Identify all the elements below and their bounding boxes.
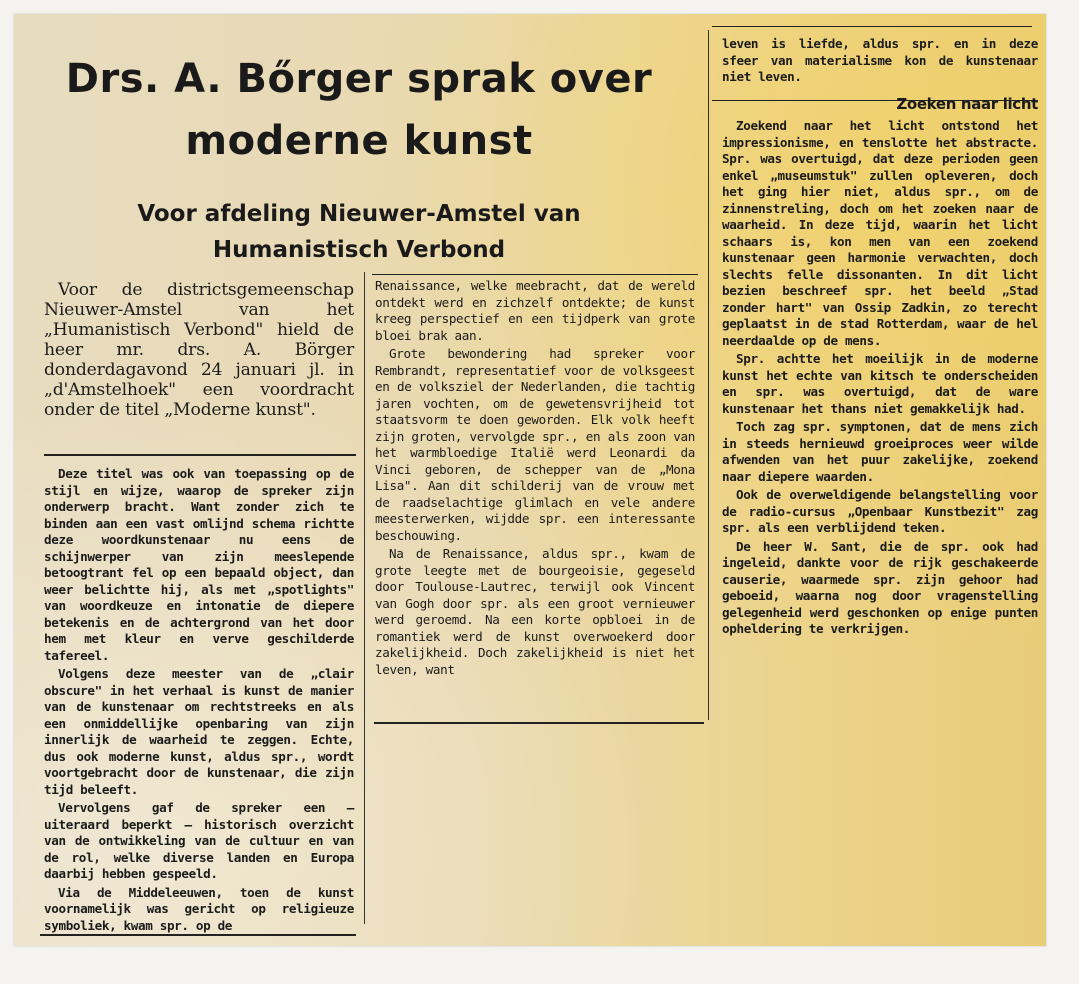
paragraph: Via de Middeleeuwen, toen de kunst voornamelijk was gericht op religieuze symboliek, kwam spr. op de	[44, 884, 354, 933]
paragraph: leven is liefde, aldus spr. en in deze sfeer van materialisme kon de kunstenaar niet leven.	[722, 36, 1038, 84]
column3-top-rule	[712, 26, 1032, 27]
lead-divider	[44, 454, 356, 456]
article-headline	[24, 48, 694, 172]
article-column-3	[722, 36, 1038, 640]
subhead-line-2: Humanistisch Verbond	[212, 237, 506, 263]
article-subheadline	[24, 196, 694, 268]
paragraph: Zoekend naar het licht ontstond het impressionisme, en tenslotte het abstracte. Spr. was overtuigd, dat deze perioden geen enkel „museumstuk" zullen opleveren, doch het ging hier niet, aldus spr., om de zinnenstreling, doch om het zoeken naar de waarheid. In deze tijd, waarin het licht schaars is, kon men van een zoekend kunstenaar geen harmonie verwachten, doch slechts felle dissonanten. In dit licht bezien beschreef spr. het beeld „Stad zonder hart" van Ossip Zadkin, zo terecht geplaatst in de stad Rotterdam, waar de hel neerdaalde op de mens.	[722, 118, 1038, 348]
paragraph: Grote bewondering had spreker voor Rembrandt, representatief voor de volksgeest en de volksziel der Nederlanden, die tachtig jaren vochten, om de gewetensvrijheid tot staatsvorm te doen geworden. Elk volk heeft zijn groten, vervolgde spr., en als zoon van het warmbloedige Italië werd Leonardi da Vinci geboren, de schepper van de „Mona Lisa". Aan dit schilderij van de vrouw met de raadselachtige glimlach en vele andere meesterwerken, wijdde spr. een interessante beschouwing.	[375, 346, 695, 543]
paragraph: Deze titel was ook van toepassing op de stijl en wijze, waarop de spreker zijn onderwerp bracht. Want zonder zich te binden aan een vast omlijnd schema richtte deze woordkunstenaar nu eens de schijnwerper van zijn meeslepende betoogtrant fel op een bepaald object, dan weer belichtte hij, als met „spotlights" van woordkeuze en intonatie de diepere betekenis en de achtergrond van het door hem met kleur en verve geschilderde tafereel.	[44, 466, 354, 663]
paragraph: De heer W. Sant, die de spr. ook had ingeleid, dankte voor de rijk geschakeerde causerie, waarmede spr. zijn gehoor had geboeid, waarna nog door vragenstelling gelegenheid werd geschonken op enige punten opheldering te verkrijgen.	[722, 538, 1038, 636]
paragraph: Ook de overweldigende belangstelling voor de radio-cursus „Openbaar Kunstbezit" zag spr. als een verblijdend teken.	[722, 487, 1038, 535]
column-top-rule	[372, 274, 698, 275]
bottom-rule-middle	[374, 722, 704, 724]
column-divider-1	[364, 272, 365, 924]
lead-paragraph: Voor de districtsgemeenschap Nieuwer-Amstel van het „Humanistisch Verbond" hield de heer mr. drs. A. Börger donderdagavond 24 januari jl. in „d'Amstelhoek" een voordracht onder de titel „Moderne kunst".	[44, 280, 354, 420]
headline-line-2: moderne kunst	[185, 118, 533, 164]
section-heading: Zoeken naar licht	[896, 94, 1038, 113]
paragraph: Volgens deze meester van de „clair obscure" in het verhaal is kunst de manier van de kunstenaar om rechtstreeks en als een onmiddellijke openbaring van zijn innerlijk de waarheid te zeggen. Echte, dus ook moderne kunst, aldus spr., wordt voortgebracht door de kunstenaar, die zijn tijd beleeft.	[44, 666, 354, 797]
paragraph: Na de Renaissance, aldus spr., kwam de grote leegte met de bourgeoisie, gegeseld door Toulouse-Lautrec, terwijl ook Vincent van Gogh door spr. als een groot vernieuwer werd geroemd. Na een korte opbloei in de romantiek werd de kunst overwoekerd door zakelijkheid. Doch zakelijkheid is niet het leven, want	[375, 546, 695, 677]
paragraph: Renaissance, welke meebracht, dat de wereld ontdekt werd en zichzelf ontdekte; de kunst kreeg perspectief en een tijdperk van grote bloei brak aan.	[375, 278, 695, 343]
column-divider-2	[708, 30, 709, 720]
paragraph: Toch zag spr. symptonen, dat de mens zich in steeds hernieuwd groeiproces weer wilde afwenden van het puur zakelijke, zoekend naar diepere waarden.	[722, 419, 1038, 484]
paragraph: Vervolgens gaf de spreker een — uiteraard beperkt — historisch overzicht van de ontwikkeling van de cultuur en van de rol, welke diverse landen en Europa daarbij hebben gespeeld.	[44, 800, 354, 881]
headline-line-1: Drs. A. Bőrger sprak over	[65, 56, 653, 102]
subhead-line-1: Voor afdeling Nieuwer-Amstel van	[137, 201, 581, 227]
article-column-2	[375, 278, 695, 680]
paragraph: Spr. achtte het moeilijk in de moderne kunst het echte van kitsch te onderscheiden en spr. was overtuigd, dat de ware kunstenaar het thans niet gemakkelijk had.	[722, 351, 1038, 416]
article-column-1	[44, 466, 354, 936]
